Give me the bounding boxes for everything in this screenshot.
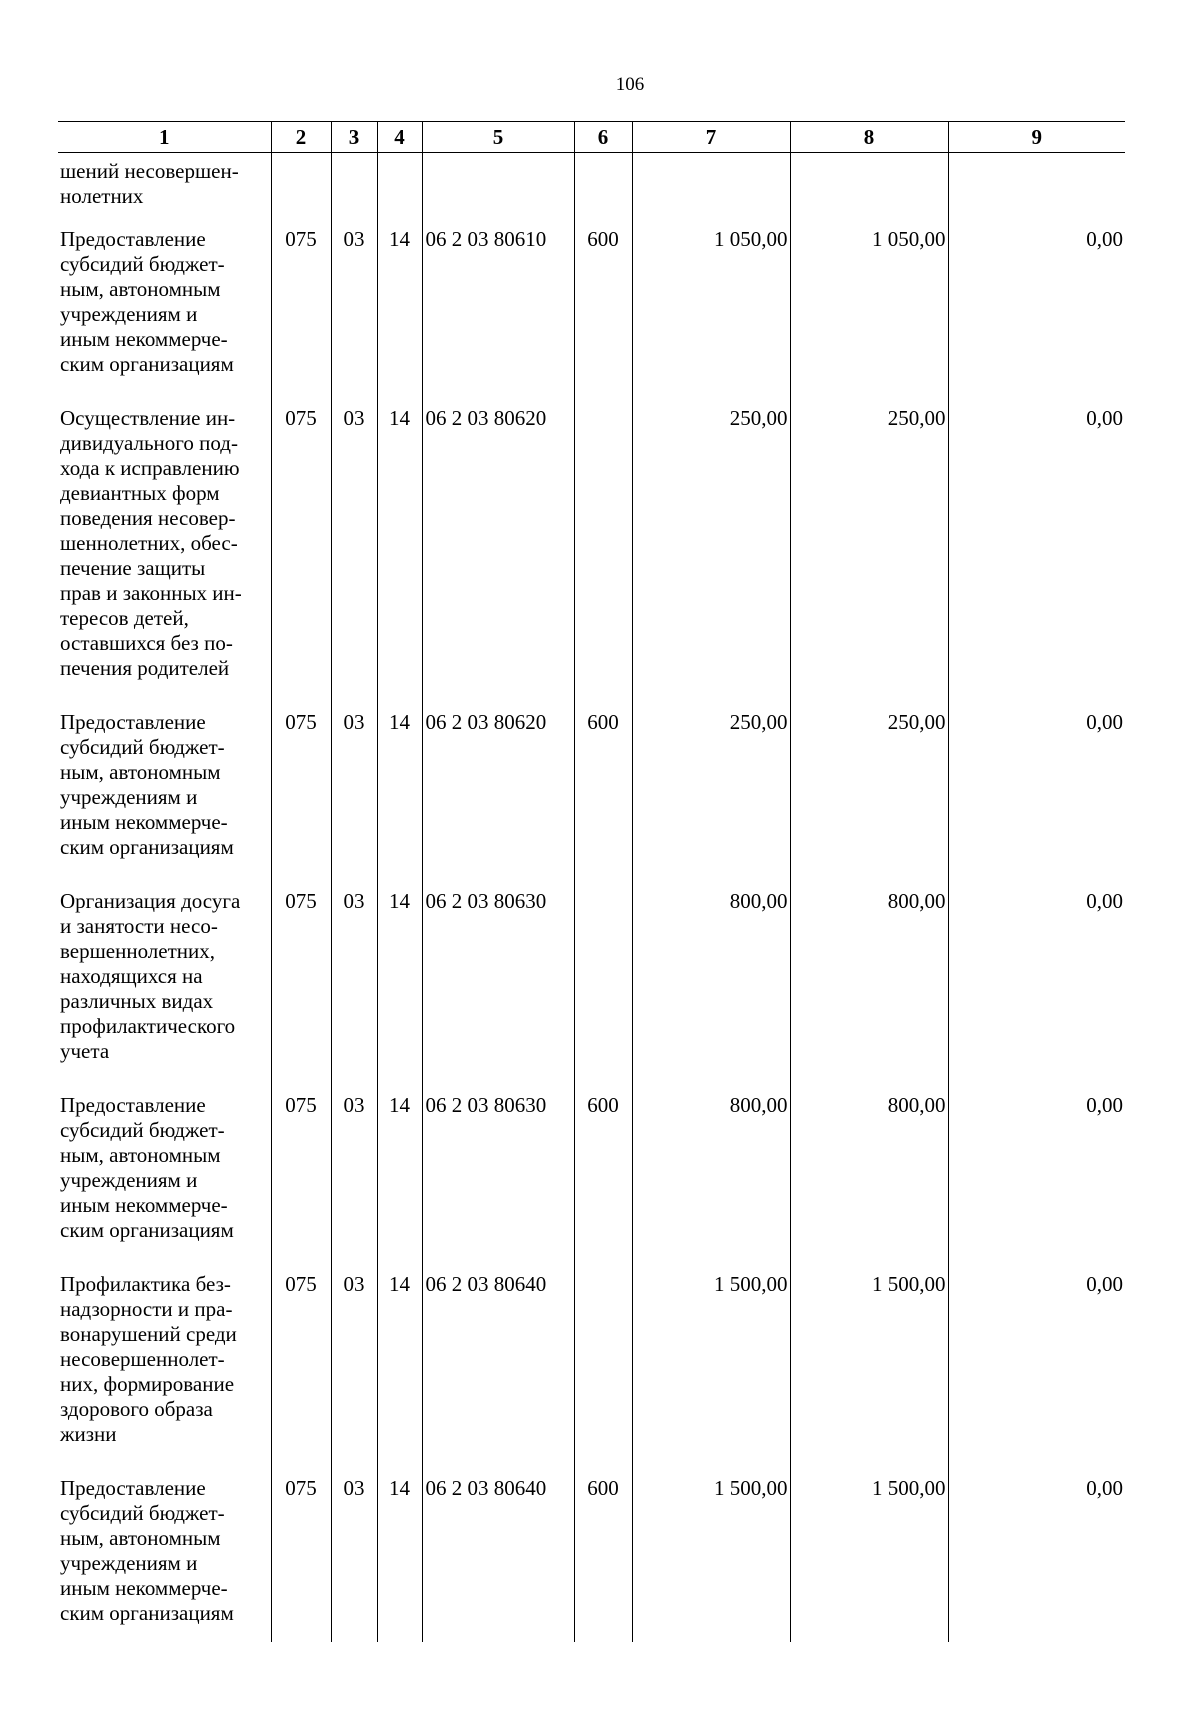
table-row — [58, 1270, 1125, 1474]
cell-col-2: 075 — [271, 1270, 331, 1474]
cell-amount-remainder: 0,00 — [948, 1091, 1125, 1270]
cell-col-2: 075 — [271, 708, 331, 887]
cell-amount-executed: 800,00 — [790, 887, 948, 1091]
cell-col-4 — [377, 153, 422, 226]
cell-expense-type — [574, 404, 632, 708]
cell-col-3: 03 — [331, 708, 377, 887]
table-row — [58, 404, 1125, 708]
row-description: Осуществление ин- дивидуального под- хода к исправлению девиантных форм поведения несовер- шеннолетних, обес- печение защиты прав и законных ин- тересов детей, оставшихся без по- печения родителей — [60, 406, 242, 680]
row-description: Предоставление субсидий бюджет- ным, автономным учреждениям и иным некоммерче- ским организациям — [60, 227, 234, 376]
table-row — [58, 153, 1125, 226]
cell-col-2: 075 — [271, 1474, 331, 1642]
cell-col-4: 14 — [377, 1091, 422, 1270]
cell-amount-planned: 800,00 — [632, 887, 790, 1091]
cell-amount-planned: 800,00 — [632, 1091, 790, 1270]
column-header-3: 3 — [331, 122, 377, 153]
table-row — [58, 887, 1125, 1091]
cell-amount-executed: 1 500,00 — [790, 1474, 948, 1642]
cell-expense-type — [574, 1270, 632, 1474]
cell-classification-code: 06 2 03 80620 — [422, 404, 574, 708]
cell-col-4: 14 — [377, 225, 422, 404]
column-header-7: 7 — [632, 122, 790, 153]
cell-col-2: 075 — [271, 225, 331, 404]
cell-expense-type — [574, 153, 632, 226]
cell-classification-code: 06 2 03 80630 — [422, 887, 574, 1091]
column-header-2: 2 — [271, 122, 331, 153]
cell-amount-remainder — [948, 153, 1125, 226]
cell-classification-code: 06 2 03 80640 — [422, 1474, 574, 1642]
cell-col-3: 03 — [331, 1270, 377, 1474]
cell-col-4: 14 — [377, 708, 422, 887]
cell-col-2 — [271, 153, 331, 226]
cell-expense-type: 600 — [574, 708, 632, 887]
row-description: Предоставление субсидий бюджет- ным, автономным учреждениям и иным некоммерче- ским организациям — [60, 1476, 234, 1625]
cell-amount-remainder: 0,00 — [948, 225, 1125, 404]
table-header-row — [58, 122, 1125, 153]
cell-classification-code: 06 2 03 80610 — [422, 225, 574, 404]
column-header-6: 6 — [574, 122, 632, 153]
table-row — [58, 1091, 1125, 1270]
cell-amount-planned — [632, 153, 790, 226]
table-row — [58, 708, 1125, 887]
column-header-1: 1 — [58, 122, 271, 153]
cell-amount-planned: 1 050,00 — [632, 225, 790, 404]
cell-classification-code: 06 2 03 80620 — [422, 708, 574, 887]
cell-amount-remainder: 0,00 — [948, 708, 1125, 887]
cell-col-4: 14 — [377, 887, 422, 1091]
cell-amount-planned: 250,00 — [632, 404, 790, 708]
cell-amount-executed: 1 500,00 — [790, 1270, 948, 1474]
cell-classification-code: 06 2 03 80640 — [422, 1270, 574, 1474]
cell-amount-remainder: 0,00 — [948, 1270, 1125, 1474]
cell-expense-type: 600 — [574, 225, 632, 404]
cell-expense-type: 600 — [574, 1474, 632, 1642]
cell-classification-code — [422, 153, 574, 226]
cell-col-2: 075 — [271, 887, 331, 1091]
cell-classification-code: 06 2 03 80630 — [422, 1091, 574, 1270]
cell-col-3 — [331, 153, 377, 226]
cell-amount-remainder: 0,00 — [948, 1474, 1125, 1642]
column-header-9: 9 — [948, 122, 1125, 153]
cell-col-2: 075 — [271, 404, 331, 708]
cell-amount-executed: 800,00 — [790, 1091, 948, 1270]
cell-col-3: 03 — [331, 1091, 377, 1270]
cell-col-3: 03 — [331, 225, 377, 404]
cell-col-4: 14 — [377, 1474, 422, 1642]
budget-table — [58, 121, 1125, 1642]
cell-col-4: 14 — [377, 404, 422, 708]
cell-amount-planned: 1 500,00 — [632, 1474, 790, 1642]
cell-col-3: 03 — [331, 1474, 377, 1642]
column-header-8: 8 — [790, 122, 948, 153]
row-description: Предоставление субсидий бюджет- ным, автономным учреждениям и иным некоммерче- ским организациям — [60, 1093, 234, 1242]
page-number: 106 — [615, 74, 645, 95]
row-description: Организация досуга и занятости несо- вершеннолетних, находящихся на различных видах профилактического учета — [60, 889, 241, 1063]
cell-col-4: 14 — [377, 1270, 422, 1474]
table-row — [58, 225, 1125, 404]
cell-amount-executed: 1 050,00 — [790, 225, 948, 404]
row-description: Профилактика без- надзорности и пра- вонарушений среди несовершеннолет- них, формирование здорового образа жизни — [60, 1272, 237, 1446]
cell-col-3: 03 — [331, 887, 377, 1091]
cell-amount-remainder: 0,00 — [948, 887, 1125, 1091]
cell-amount-remainder: 0,00 — [948, 404, 1125, 708]
cell-amount-executed: 250,00 — [790, 708, 948, 887]
cell-amount-planned: 1 500,00 — [632, 1270, 790, 1474]
row-description: шений несовершен- нолетних — [60, 159, 239, 208]
table-body — [58, 153, 1125, 1643]
cell-amount-executed — [790, 153, 948, 226]
table-row — [58, 1474, 1125, 1642]
cell-col-2: 075 — [271, 1091, 331, 1270]
column-header-5: 5 — [422, 122, 574, 153]
cell-amount-planned: 250,00 — [632, 708, 790, 887]
row-description: Предоставление субсидий бюджет- ным, автономным учреждениям и иным некоммерче- ским организациям — [60, 710, 234, 859]
cell-expense-type — [574, 887, 632, 1091]
cell-expense-type: 600 — [574, 1091, 632, 1270]
cell-col-3: 03 — [331, 404, 377, 708]
column-header-4: 4 — [377, 122, 422, 153]
cell-amount-executed: 250,00 — [790, 404, 948, 708]
